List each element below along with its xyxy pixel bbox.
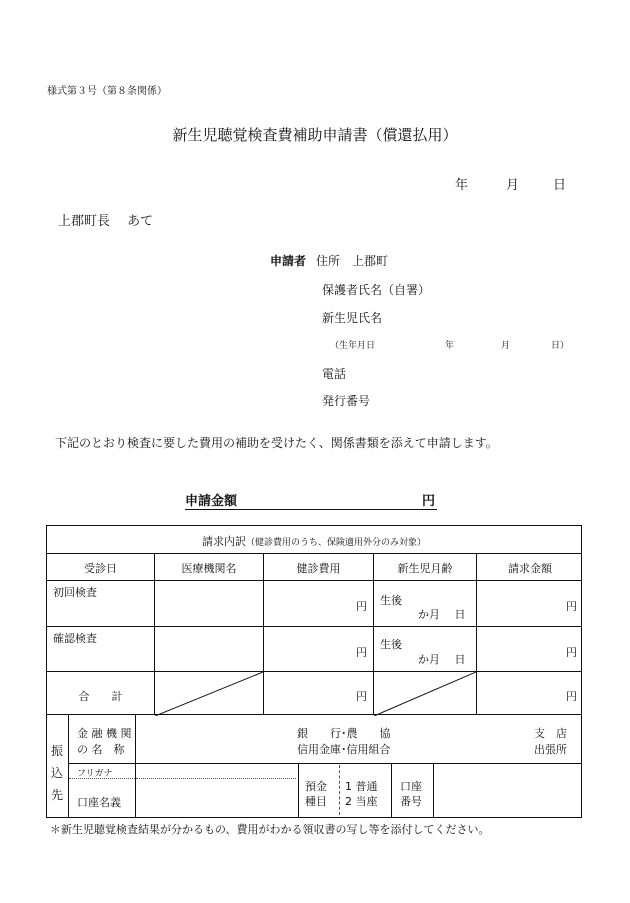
birth-date-open: （生年月日 bbox=[330, 341, 376, 351]
table-header-title: 請求内訳 bbox=[201, 535, 246, 548]
row-confirm-exam-label: 確認検査 bbox=[53, 632, 97, 645]
deposit-label-2: 種目 bbox=[305, 795, 327, 808]
row1-age-prefix: 生後 bbox=[380, 594, 402, 607]
phone-field: 電話 bbox=[322, 367, 347, 381]
claim-table bbox=[46, 525, 582, 715]
birth-month-label: 月 bbox=[501, 341, 511, 351]
col-exam-cost: 健診費用 bbox=[296, 562, 341, 575]
address-field: 住所 上郡町 bbox=[316, 254, 389, 268]
footnote: ＊新生児聴覚検査結果が分かるもの、費用がわかる領収書の写し等を添付してください。 bbox=[50, 823, 490, 836]
addressee: 上郡町長 あて bbox=[58, 214, 154, 229]
branch-label-2: 出張所 bbox=[534, 743, 567, 756]
row2-age-units: か月 日 bbox=[418, 653, 466, 666]
deposit-type-checking: 2 当座 bbox=[345, 795, 378, 808]
bank-type-line-1: 銀 行･農 協 bbox=[297, 727, 391, 740]
date-year-label: 年 bbox=[455, 178, 469, 193]
row1-cost-yen: 円 bbox=[356, 600, 367, 613]
applicant-label: 申請者 bbox=[270, 254, 307, 268]
institution-name-label-2: の 名 称 bbox=[77, 743, 125, 756]
account-holder-label: 口座名義 bbox=[77, 796, 121, 809]
col-newborn-age: 新生児月齢 bbox=[397, 562, 453, 575]
date-day-label: 日 bbox=[553, 178, 567, 193]
document-title: 新生児聴覚検査費補助申請書（償還払用） bbox=[172, 126, 458, 144]
diagonal-slash bbox=[374, 672, 476, 716]
issue-number-field: 発行番号 bbox=[322, 394, 371, 408]
deposit-label-1: 預金 bbox=[305, 780, 327, 793]
birth-year-label: 年 bbox=[445, 341, 455, 351]
row-first-exam-label: 初回検査 bbox=[53, 586, 97, 599]
guardian-name-field: 保護者氏名（自署） bbox=[322, 283, 431, 297]
col-visit-date: 受診日 bbox=[84, 562, 117, 575]
total-cost-yen: 円 bbox=[356, 690, 367, 703]
application-amount bbox=[185, 490, 437, 510]
account-number-label-1: 口座 bbox=[400, 780, 422, 793]
furigana-label: フリガナ bbox=[77, 769, 113, 779]
bank-transfer-table bbox=[46, 714, 582, 818]
diagonal-slash bbox=[155, 672, 263, 716]
row2-cost-yen: 円 bbox=[356, 646, 367, 659]
request-statement: 下記のとおり検査に要した費用の補助を受けたく、関係書類を添えて申請します。 bbox=[55, 436, 498, 450]
table-header bbox=[47, 533, 581, 549]
row-total-label: 合 計 bbox=[78, 690, 123, 703]
newborn-name-field: 新生児氏名 bbox=[322, 311, 383, 325]
amount-label: 申請金額 bbox=[185, 494, 238, 509]
institution-name-label-1: 金 融 機 関 bbox=[77, 727, 132, 740]
transfer-destination-label: 振 込 先 bbox=[51, 744, 64, 802]
account-number-label-2: 番号 bbox=[400, 795, 422, 808]
row1-age-units: か月 日 bbox=[418, 608, 466, 621]
row1-claim-yen: 円 bbox=[566, 600, 577, 613]
amount-yen-unit: 円 bbox=[421, 494, 435, 509]
branch-label-1: 支 店 bbox=[534, 727, 567, 740]
row2-age-prefix: 生後 bbox=[380, 638, 402, 651]
deposit-type-ordinary: 1 普通 bbox=[345, 780, 378, 793]
table-header-note: （健診費用のうち、保険適用外分のみ対象） bbox=[245, 538, 426, 548]
date-month-label: 月 bbox=[506, 178, 520, 193]
birth-day-label: 日） bbox=[551, 341, 570, 351]
col-claim-amount: 請求金額 bbox=[508, 562, 552, 575]
form-number-label: 様式第３号（第８条関係） bbox=[47, 86, 167, 97]
col-institution: 医療機関名 bbox=[181, 562, 237, 575]
total-claim-yen: 円 bbox=[566, 690, 577, 703]
row2-claim-yen: 円 bbox=[566, 646, 577, 659]
bank-type-line-2: 信用金庫･信用組合 bbox=[297, 743, 391, 756]
